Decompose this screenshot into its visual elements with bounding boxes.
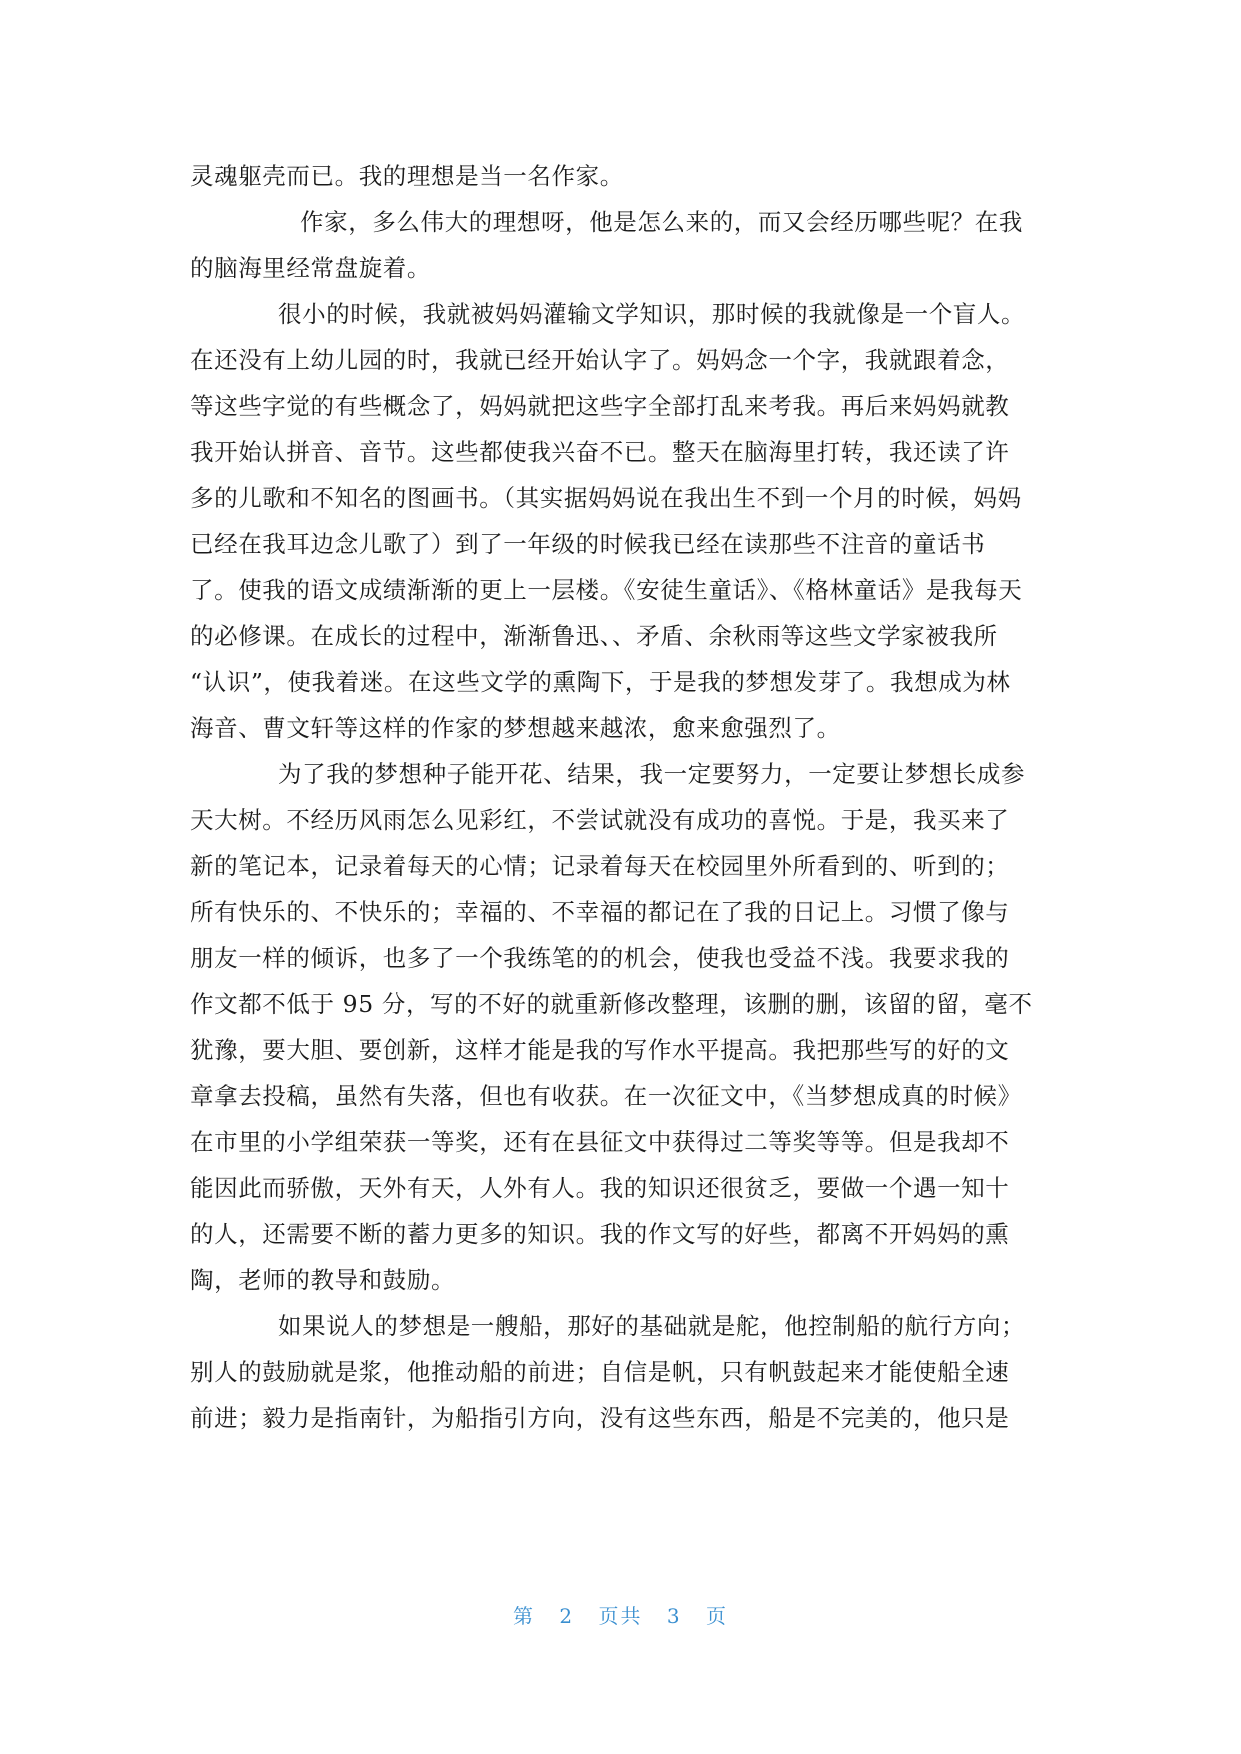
text-line: 在市里的小学组荣获一等奖，还有在县征文中获得过二等奖等等。但是我却不 xyxy=(190,1128,1010,1156)
footer-middle: 页共 xyxy=(598,1604,643,1628)
text-line: 能因此而骄傲，天外有天，人外有人。我的知识还很贫乏，要做一个遇一知十 xyxy=(190,1174,1010,1202)
text-line: 等这些字觉的有些概念了，妈妈就把这些字全部打乱来考我。再后来妈妈就教 xyxy=(190,392,1010,420)
text-line: 的脑海里经常盘旋着。 xyxy=(190,254,431,282)
text-line: 灵魂躯壳而已。我的理想是当一名作家。 xyxy=(190,162,624,190)
text-line: 朋友一样的倾诉，也多了一个我练笔的的机会，使我也受益不浅。我要求我的 xyxy=(190,944,1010,972)
text-line: 多的儿歌和不知名的图画书。（其实据妈妈说在我出生不到一个月的时候，妈妈 xyxy=(190,484,1022,512)
text-line: 作家，多么伟大的理想呀，他是怎么来的，而又会经历哪些呢？在我 xyxy=(300,208,1023,236)
text-line: 如果说人的梦想是一艘船，那好的基础就是舵，他控制船的航行方向； xyxy=(278,1312,1026,1340)
text-line: “认识”，使我着迷。在这些文学的熏陶下，于是我的梦想发芽了。我想成为林 xyxy=(190,668,1011,696)
footer-current-page: 2 xyxy=(559,1604,575,1628)
text-line: 的必修课。在成长的过程中，渐渐鲁迅、、矛盾、余秋雨等这些文学家被我所 xyxy=(190,622,998,650)
text-line: 了。使我的语文成绩渐渐的更上一层楼。《安徒生童话》、《格林童话》是我每天 xyxy=(190,576,1023,604)
text-line: 天大树。不经历风雨怎么见彩红，不尝试就没有成功的喜悦。于是，我买来了 xyxy=(190,806,1010,834)
text-line: 已经在我耳边念儿歌了）到了一年级的时候我已经在读那些不注音的童话书 xyxy=(190,530,986,558)
text-line: 陶，老师的教导和鼓励。 xyxy=(190,1266,456,1294)
text-line: 海音、曹文轩等这样的作家的梦想越来越浓，愈来愈强烈了。 xyxy=(190,714,841,742)
text-line: 前进；毅力是指南针，为船指引方向，没有这些东西，船是不完美的，他只是 xyxy=(190,1404,1010,1432)
text-line: 在还没有上幼儿园的时，我就已经开始认字了。妈妈念一个字，我就跟着念， xyxy=(190,346,1010,374)
page-footer xyxy=(0,1600,1241,1629)
text-line: 新的笔记本，记录着每天的心情；记录着每天在校园里外所看到的、听到的； xyxy=(190,852,1010,880)
text-line: 所有快乐的、不快乐的；幸福的、不幸福的都记在了我的日记上。习惯了像与 xyxy=(190,898,1010,926)
footer-total-pages: 3 xyxy=(666,1604,682,1628)
text-line: 章拿去投稿，虽然有失落，但也有收获。在一次征文中，《当梦想成真的时候》 xyxy=(190,1082,1022,1110)
text-line: 别人的鼓励就是浆，他推动船的前进；自信是帆，只有帆鼓起来才能使船全速 xyxy=(190,1358,1010,1386)
text-line: 为了我的梦想种子能开花、结果，我一定要努力，一定要让梦想长成参 xyxy=(278,760,1026,788)
footer-prefix: 第 xyxy=(513,1604,536,1628)
text-line: 犹豫，要大胆、要创新，这样才能是我的写作水平提高。我把那些写的好的文 xyxy=(190,1036,1010,1064)
footer-suffix: 页 xyxy=(705,1604,728,1628)
text-line: 的人，还需要不断的蓄力更多的知识。我的作文写的好些，都离不开妈妈的熏 xyxy=(190,1220,1010,1248)
text-line: 作文都不低于 95 分，写的不好的就重新修改整理，该删的删，该留的留，毫不 xyxy=(190,990,1033,1018)
text-line: 我开始认拼音、音节。这些都使我兴奋不已。整天在脑海里打转，我还读了许 xyxy=(190,438,1010,466)
text-line: 很小的时候，我就被妈妈灌输文学知识，那时候的我就像是一个盲人。 xyxy=(278,300,1026,328)
